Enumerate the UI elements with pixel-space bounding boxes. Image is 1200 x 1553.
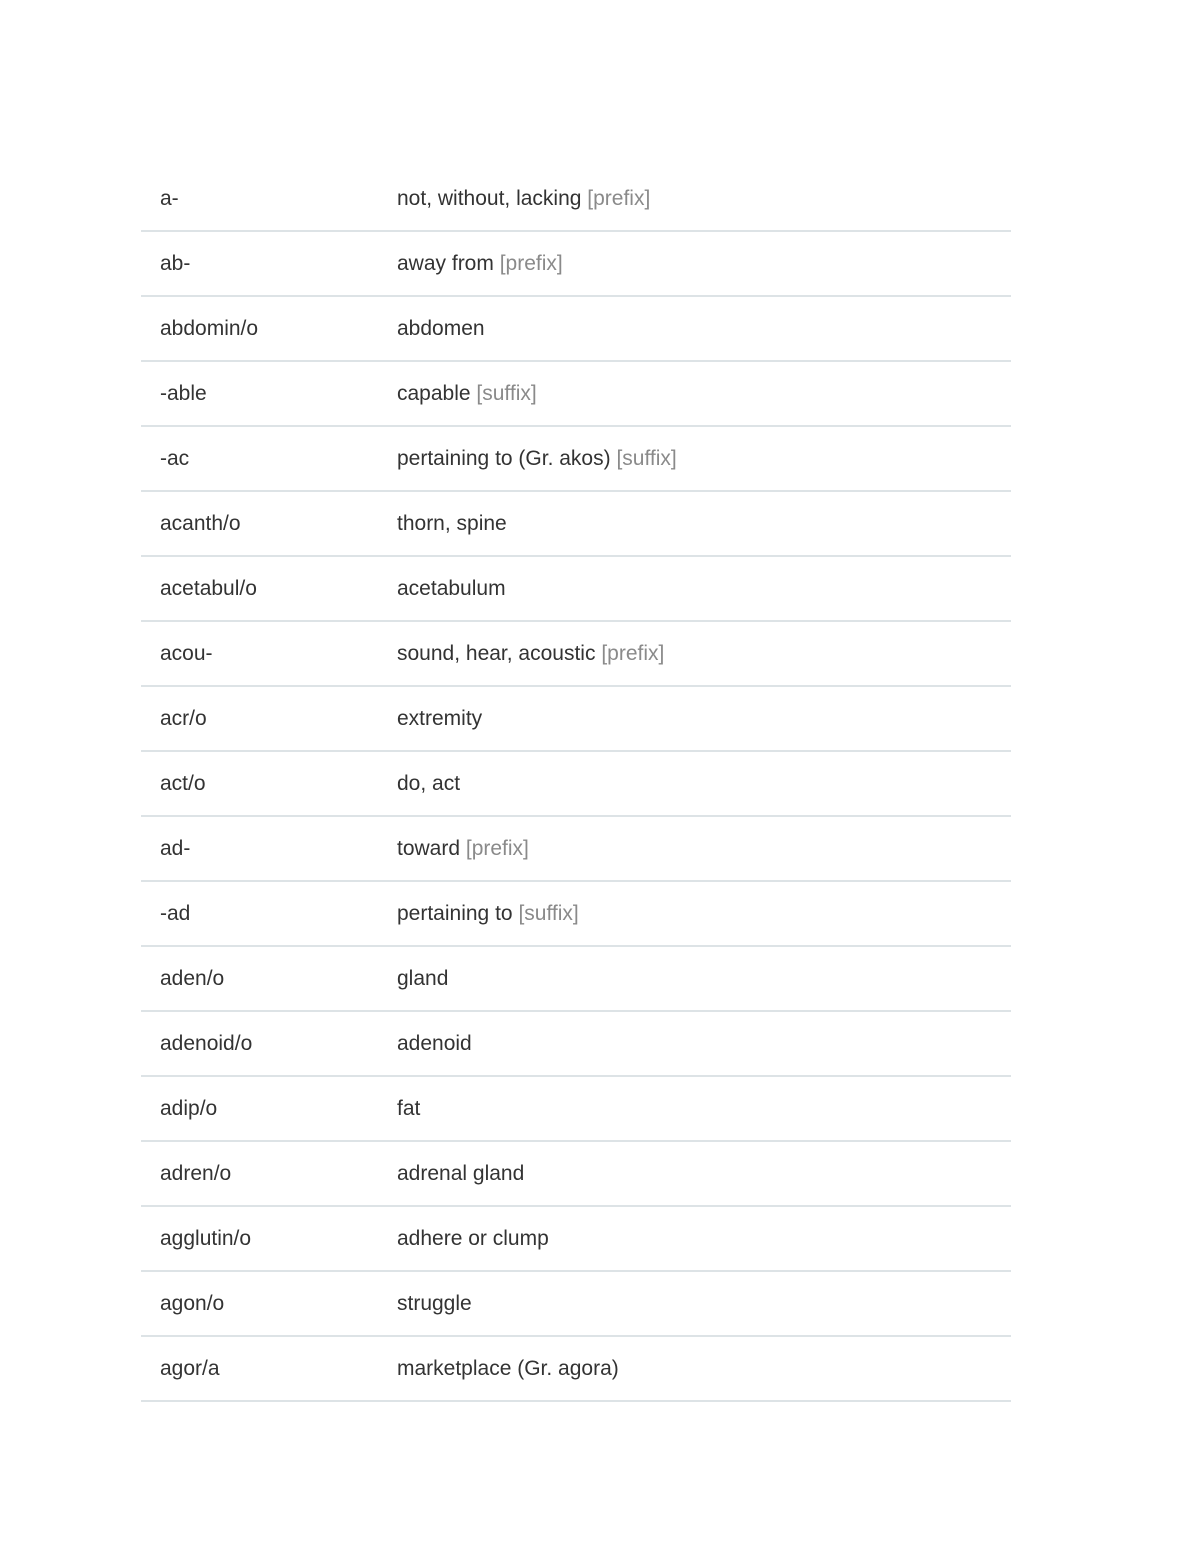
table-row — [141, 1207, 1011, 1272]
term-cell: acr/o — [160, 706, 207, 730]
definition-cell — [397, 447, 1011, 471]
term-cell: agor/a — [160, 1356, 220, 1380]
definition-text: toward — [397, 836, 461, 860]
word-type-tag: [prefix] — [465, 836, 529, 860]
table-row — [141, 1012, 1011, 1077]
term-cell: abdomin/o — [160, 316, 259, 340]
definition-text: away from — [397, 251, 494, 275]
definition-text: thorn, spine — [397, 511, 507, 535]
definition-cell — [397, 1032, 1011, 1056]
table-row — [141, 427, 1011, 492]
word-type-tag: [prefix] — [587, 186, 651, 210]
definition-cell — [397, 1097, 1011, 1121]
definition-text: not, without, lacking — [397, 186, 582, 210]
table-row — [141, 557, 1011, 622]
definition-text: acetabulum — [397, 576, 506, 600]
term-cell: adren/o — [160, 1161, 232, 1185]
definition-cell — [397, 187, 1011, 211]
definition-cell — [397, 967, 1011, 991]
definition-text: capable — [397, 381, 471, 405]
definition-text: pertaining to (Gr. akos) — [397, 446, 611, 470]
definition-text: gland — [397, 966, 449, 990]
table-row — [141, 817, 1011, 882]
definition-cell — [397, 1227, 1011, 1251]
definition-cell — [397, 1357, 1011, 1381]
table-row — [141, 1142, 1011, 1207]
definition-cell — [397, 577, 1011, 601]
definition-cell — [397, 317, 1011, 341]
definition-cell — [397, 837, 1011, 861]
table-row — [141, 947, 1011, 1012]
table-row — [141, 622, 1011, 687]
term-cell: -able — [160, 381, 207, 405]
definition-cell — [397, 642, 1011, 666]
table-row — [141, 752, 1011, 817]
definition-text: sound, hear, acoustic — [397, 641, 596, 665]
definition-cell — [397, 902, 1011, 926]
term-cell: acetabul/o — [160, 576, 257, 600]
definition-text: adhere or clump — [397, 1226, 549, 1250]
definition-text: do, act — [397, 771, 461, 795]
word-type-tag: [suffix] — [518, 901, 579, 925]
table-row — [141, 167, 1011, 232]
term-cell: a- — [160, 186, 179, 210]
table-row — [141, 362, 1011, 427]
word-type-tag: [suffix] — [476, 381, 537, 405]
table-row — [141, 687, 1011, 752]
definition-text: fat — [397, 1096, 421, 1120]
definition-text: pertaining to — [397, 901, 513, 925]
term-cell: act/o — [160, 771, 206, 795]
term-cell: -ad — [160, 901, 191, 925]
word-type-tag: [prefix] — [499, 251, 563, 275]
table-row — [141, 882, 1011, 947]
table-row — [141, 492, 1011, 557]
definition-cell — [397, 382, 1011, 406]
definition-text: abdomen — [397, 316, 485, 340]
term-cell: agon/o — [160, 1291, 225, 1315]
definition-cell — [397, 512, 1011, 536]
definition-cell — [397, 252, 1011, 276]
definition-cell — [397, 707, 1011, 731]
word-type-tag: [prefix] — [601, 641, 665, 665]
table-row — [141, 297, 1011, 362]
table-row — [141, 1272, 1011, 1337]
term-cell: aden/o — [160, 966, 225, 990]
definition-cell — [397, 772, 1011, 796]
term-cell: ad- — [160, 836, 191, 860]
term-cell: adenoid/o — [160, 1031, 253, 1055]
definition-text: struggle — [397, 1291, 472, 1315]
word-type-tag: [suffix] — [616, 446, 677, 470]
definition-cell — [397, 1292, 1011, 1316]
term-cell: ab- — [160, 251, 191, 275]
table-row — [141, 1337, 1011, 1402]
term-cell: acanth/o — [160, 511, 241, 535]
definition-text: adrenal gland — [397, 1161, 525, 1185]
table-row — [141, 1077, 1011, 1142]
definition-text: adenoid — [397, 1031, 472, 1055]
definition-text: marketplace (Gr. agora) — [397, 1356, 619, 1380]
definition-text: extremity — [397, 706, 483, 730]
term-cell: agglutin/o — [160, 1226, 252, 1250]
term-cell: adip/o — [160, 1096, 218, 1120]
term-cell: acou- — [160, 641, 213, 665]
glossary-table — [141, 167, 1011, 1402]
term-cell: -ac — [160, 446, 190, 470]
definition-cell — [397, 1162, 1011, 1186]
table-row — [141, 232, 1011, 297]
